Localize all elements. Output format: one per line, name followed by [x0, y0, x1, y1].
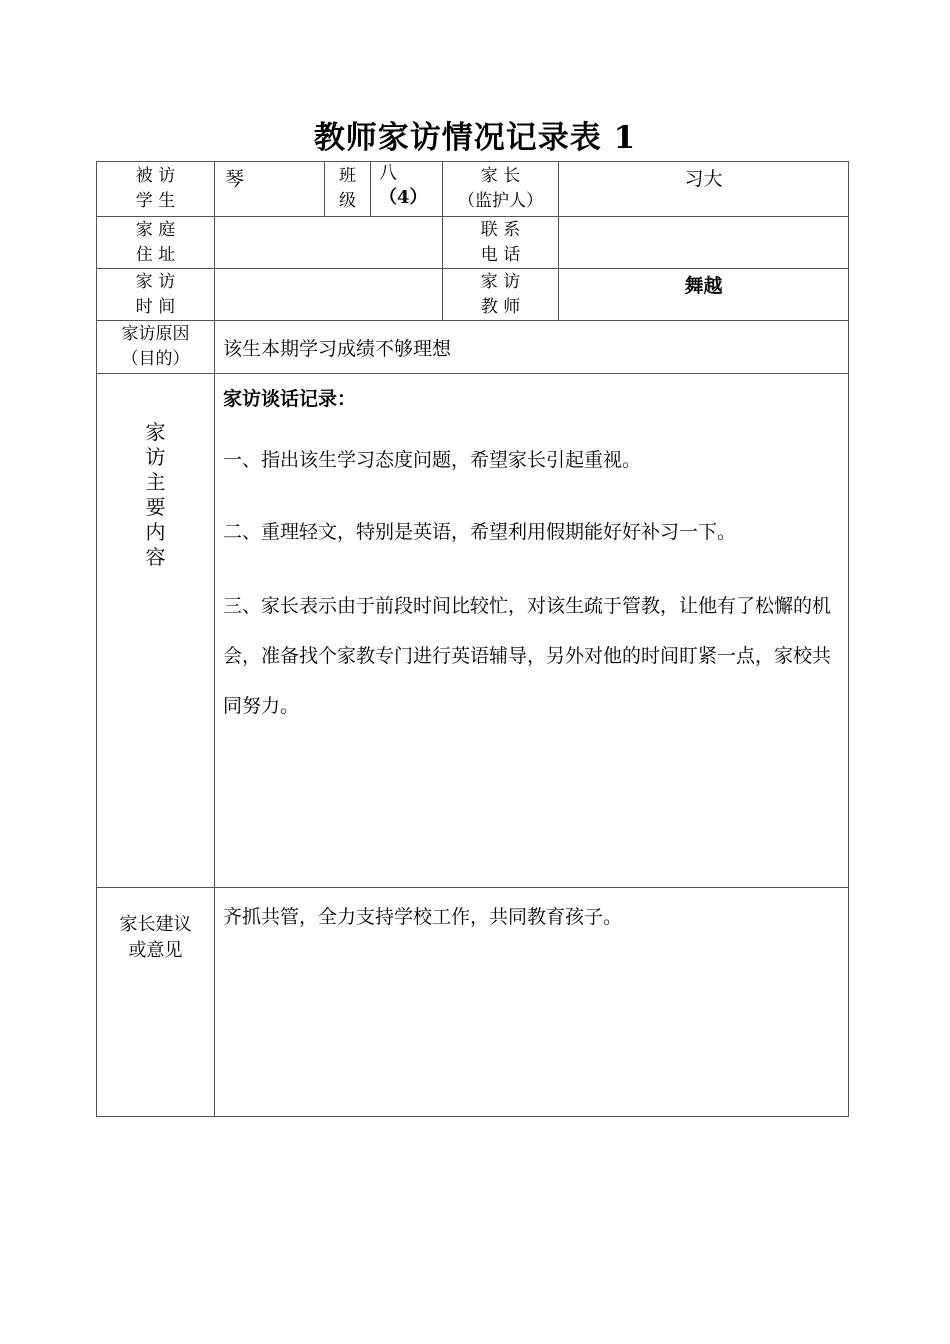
parent-name: 习大	[684, 168, 723, 190]
visit-record-table	[96, 161, 849, 1117]
row-reason	[97, 321, 849, 374]
row-time	[97, 269, 849, 321]
phone-label: 联 系 电 话	[443, 217, 559, 269]
page-title: 教师家访情况记录表 1	[313, 120, 637, 156]
content-body[interactable]	[215, 374, 849, 888]
content-item-2: 二、重理轻文，特别是英语，希望利用假期能好好补习一下。	[223, 521, 737, 543]
content-label: 家 访 主 要 内 容	[97, 374, 215, 888]
phone-value[interactable]	[559, 217, 849, 269]
row-address	[97, 217, 849, 269]
row-suggestion	[97, 888, 849, 1117]
row-content	[97, 374, 849, 888]
content-item-1: 一、指出该生学习态度问题，希望家长引起重视。	[223, 449, 642, 471]
parent-label: 家 长 （监护人）	[443, 162, 559, 217]
content-heading: 家访谈话记录：	[223, 388, 357, 410]
teacher-name: 舞越	[684, 275, 723, 297]
address-label: 家 庭 住 址	[97, 217, 215, 269]
address-value[interactable]	[215, 217, 443, 269]
student-label: 被 访 学 生	[97, 162, 215, 217]
class-number: （4）	[379, 187, 428, 208]
suggestion-value[interactable]: 齐抓共管，全力支持学校工作，共同教育孩子。	[215, 888, 849, 1117]
suggestion-label: 家长建议 或意见	[97, 888, 215, 1117]
student-name: 琴	[225, 168, 245, 190]
time-label: 家 访 时 间	[97, 269, 215, 321]
parent-name-cell[interactable]	[559, 162, 849, 217]
content-item-3: 三、家长表示由于前段时间比较忙，对该生疏于管教，让他有了松懈的机会，准备找个家教专门进行英语辅导，另外对他的时间盯紧一点，家校共同努力。	[223, 595, 832, 717]
class-grade: 八	[379, 163, 397, 184]
teacher-name-cell[interactable]	[559, 269, 849, 321]
time-value[interactable]	[215, 269, 443, 321]
reason-value[interactable]: 该生本期学习成绩不够理想	[215, 321, 849, 374]
teacher-label: 家 访 教 师	[443, 269, 559, 321]
class-label: 班 级	[325, 162, 371, 217]
class-value-cell[interactable]	[371, 162, 443, 217]
student-name-cell[interactable]	[215, 162, 325, 217]
row-student	[97, 162, 849, 217]
reason-label: 家访原因 （目的）	[97, 321, 215, 374]
